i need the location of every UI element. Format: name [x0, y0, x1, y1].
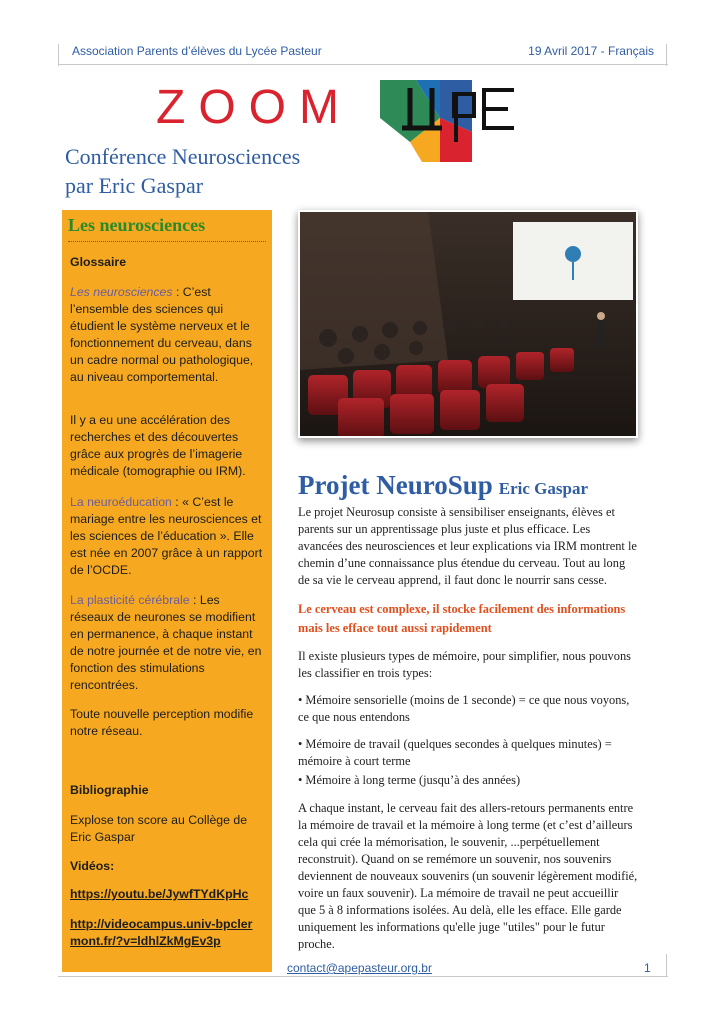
ape-logo	[380, 80, 520, 162]
def-plasticite: : Les réseaux de neurones se modifient en permanence, à chaque instant de notre journée et de notre vie, en fonction des stimulations rencontrées.	[70, 593, 262, 692]
page-title-line1: Conférence Neurosciences	[65, 144, 301, 169]
article-highlight: Le cerveau est complexe, il stocke facilement des informations mais les efface tout aussi rapidement	[298, 602, 626, 635]
sidebar-divider	[68, 241, 266, 242]
footer-divider	[58, 976, 668, 977]
conference-photo	[298, 210, 638, 438]
memory-type-long-terme: • Mémoire à long terme (jusqu’à des années)	[298, 773, 521, 787]
glossary-neuroeducation	[70, 494, 266, 579]
sidebar-title: Les neurosciences	[68, 215, 206, 235]
bibliography-heading: Bibliographie	[70, 783, 149, 797]
video-link-youtube[interactable]: https://youtu.be/JywfTYdKpHc	[70, 887, 249, 901]
header-date-language: 19 Avril 2017 - Français	[528, 44, 654, 58]
contact-email-link[interactable]: contact@apepasteur.org.br	[287, 961, 432, 975]
article-title-main: Projet NeuroSup	[298, 470, 493, 500]
header-right-rule	[666, 44, 667, 66]
video-link-videocampus[interactable]: http://videocampus.univ-bpclermont.fr/?v=ldhlZkMgEv3p	[70, 917, 253, 948]
article-intro: Le projet Neurosup consiste à sensibiliser enseignants, élèves et parents sur un apprentissage plus juste et plus efficace. Les avancées des neurosciences et leur explications via IRM montrent le chemin d’une connaissance plus étendue du cerveau. Tout au long de sa vie le cerveau apprend, il faut donc le nourrir sans cesse.	[298, 505, 637, 587]
article-title-author: Eric Gaspar	[498, 479, 588, 498]
glossary-acceleration: Il y a eu une accélération des recherches et des découvertes grâce aux progrès de l’imagerie médicale (tomographie ou IRM).	[70, 413, 246, 478]
glossary-perception: Toute nouvelle perception modifie notre réseau.	[70, 707, 254, 738]
article-conclusion: A chaque instant, le cerveau fait des allers-retours permanents entre la mémoire de travail et la mémoire à long terme (et c’est d’ailleurs cela qui crée la mémorisation, le souvenir, ...perpétuellement reconstruit). Quand on se remémore un souvenir, nos souvenirs deviennent de nouveaux souvenirs (un souvenir légèrement modifié, voire un faux souvenir). La mémoire de travail ne peut accueillir que 5 à 8 informations isolées. Au delà, elle les efface. Elle garde uniquement les informations qu'elle juge "utiles" pour le futur proche.	[298, 801, 638, 951]
zoom-masthead: ZOOM	[156, 81, 352, 134]
header-divider	[58, 64, 668, 65]
article-types-intro: Il existe plusieurs types de mémoire, pour simplifier, nous pouvons les classifier en trois types:	[298, 649, 631, 680]
page-number: 1	[644, 961, 651, 975]
memory-type-sensorielle: • Mémoire sensorielle (moins de 1 seconde) = ce que nous voyons, ce que nous entendons	[298, 693, 630, 724]
def-neurosciences: : C’est l’ensemble des sciences qui étudient le système nerveux et le fonctionnement du cerveau, dans un cadre normal ou pathologique, au niveau comportemental.	[70, 285, 254, 384]
page-title-line2: par Eric Gaspar	[65, 173, 204, 198]
page-title	[65, 142, 365, 200]
article-title	[298, 470, 588, 501]
term-neurosciences: Les neurosciences	[70, 285, 173, 299]
bibliography-item: Explose ton score au Collège de Eric Gaspar	[70, 813, 248, 844]
videos-heading: Vidéos:	[70, 859, 115, 873]
memory-type-travail: • Mémoire de travail (quelques secondes à quelques minutes) = mémoire à court terme	[298, 737, 612, 768]
def-neuroeducation: : « C’est le mariage entre les neurosciences et les sciences de l’éducation ». Elle est née en 2007 grâce à un rapport de l’OCDE.	[70, 495, 263, 577]
header-association: Association Parents d’élèves du Lycée Pasteur	[72, 44, 322, 58]
glossary-plasticite	[70, 592, 266, 694]
term-neuroeducation: La neuroéducation	[70, 495, 172, 509]
glossary-heading: Glossaire	[70, 255, 127, 269]
header-left-rule	[58, 44, 59, 66]
footer-right-rule	[666, 954, 667, 976]
term-plasticite: La plasticité cérébrale	[70, 593, 190, 607]
glossary-neurosciences	[70, 284, 266, 386]
